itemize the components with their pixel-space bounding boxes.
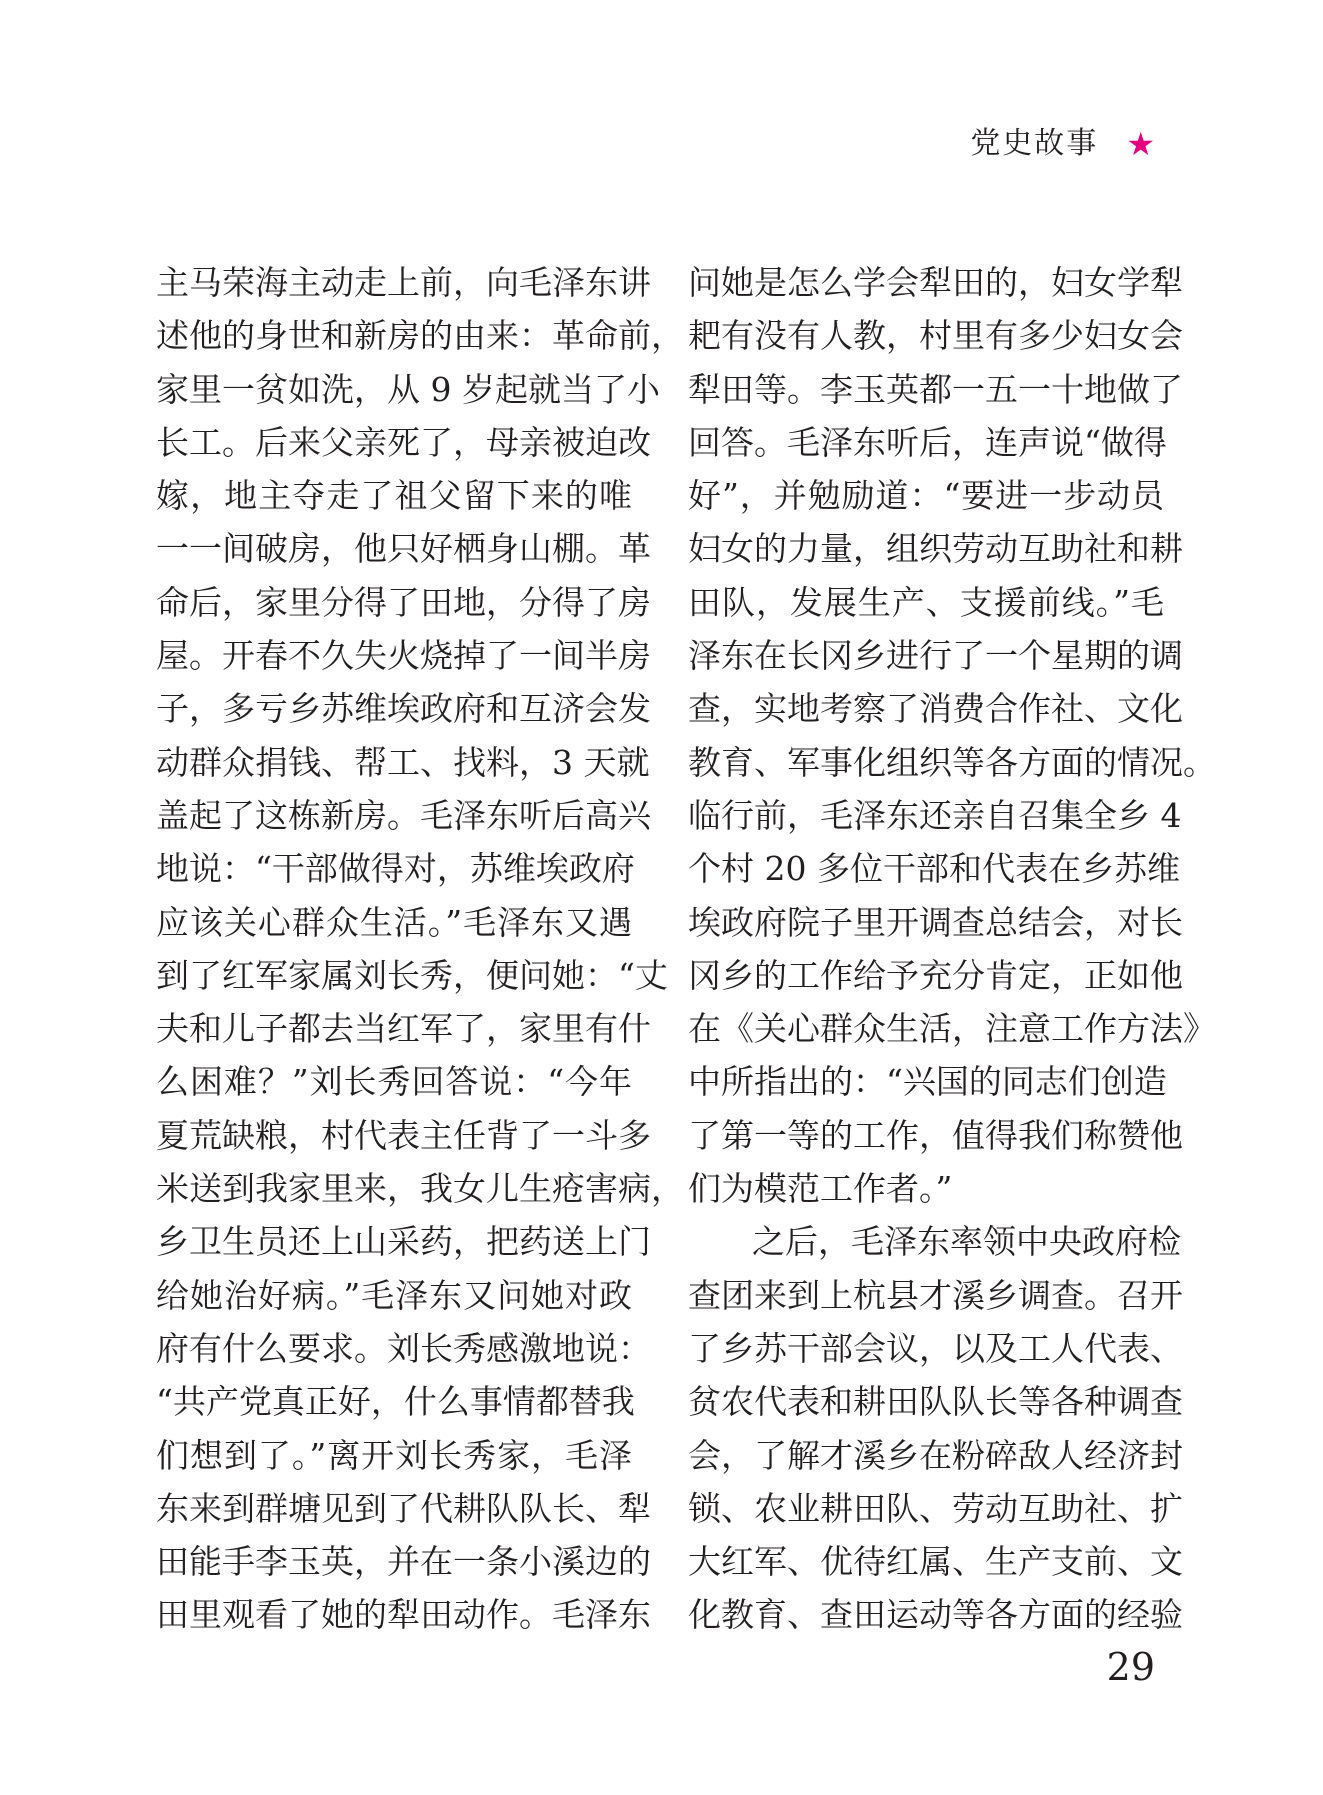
- text-line: 查团来到上杭县才溪乡调查。召开: [688, 1275, 1183, 1315]
- page-number: 29: [1106, 1645, 1155, 1689]
- text-line: 妇女的力量，组织劳动互助社和耕: [688, 529, 1183, 569]
- text-line: 教育、军事化组织等各方面的情况。: [688, 742, 1216, 782]
- text-line: 们为模范工作者。”: [688, 1169, 953, 1209]
- text-line: 埃政府院子里开调查总结会，对长: [688, 902, 1183, 942]
- left-column: [156, 256, 684, 1642]
- text-line: 个村 20 多位干部和代表在乡苏维: [688, 849, 1180, 889]
- text-line: 回答。毛泽东听后，连声说“做得: [688, 422, 1167, 462]
- text-line: 之后，毛泽东率领中央政府检: [752, 1222, 1181, 1262]
- running-header: [970, 125, 1155, 163]
- text-line: 主马荣海主动走上前，向毛泽东讲: [156, 263, 651, 302]
- text-line: “共产党真正好，什么事情都替我: [156, 1382, 635, 1422]
- text-line: 述他的身世和新房的由来：革命前，: [156, 316, 684, 356]
- text-line: 府有什么要求。刘长秀感激地说：: [156, 1328, 651, 1368]
- text-line: 米送到我家里来，我女儿生疮害病，: [156, 1169, 684, 1209]
- text-line: 子，多亏乡苏维埃政府和互济会发: [156, 689, 651, 729]
- text-line: 应该关心群众生活。”毛泽东又遇: [156, 902, 632, 942]
- text-line: 夏荒缺粮，村代表主任背了一斗多: [156, 1115, 651, 1155]
- text-line: 泽东在长冈乡进行了一个星期的调: [688, 636, 1183, 676]
- text-line: 盖起了这栋新房。毛泽东听后高兴: [156, 795, 651, 835]
- text-line: 锁、农业耕田队、劳动互助社、扩: [688, 1488, 1183, 1528]
- text-line: 好”，并勉励道：“要进一步动员: [688, 476, 1164, 516]
- text-line: 中所指出的：“兴国的同志们创造: [688, 1062, 1167, 1102]
- text-line: 冈乡的工作给予充分肯定，正如他: [688, 955, 1183, 995]
- text-line: 长工。后来父亲死了，母亲被迫改: [156, 422, 651, 462]
- section-title: 党史故事: [970, 126, 1099, 161]
- text-line: 命后，家里分得了田地，分得了房: [156, 582, 651, 622]
- star-icon: ★: [1126, 125, 1155, 163]
- text-line: 耙有没有人教，村里有多少妇女会: [688, 316, 1183, 356]
- text-line: 会，了解才溪乡在粉碎敌人经济封: [688, 1435, 1183, 1475]
- text-line: 贫农代表和耕田队队长等各种调查: [688, 1382, 1183, 1422]
- text-line: 家里一贫如洗，从 9 岁起就当了小: [156, 369, 660, 409]
- text-line: 了乡苏干部会议，以及工人代表、: [688, 1328, 1183, 1368]
- text-line: 地说：“干部做得对，苏维埃政府: [156, 849, 635, 889]
- text-line: 查，实地考察了消费合作社、文化: [688, 689, 1183, 729]
- text-line: 给她治好病。”毛泽东又问她对政: [156, 1275, 632, 1315]
- text-line: 们想到了。”离开刘长秀家，毛泽: [156, 1435, 632, 1475]
- text-line: 田能手李玉英，并在一条小溪边的: [156, 1542, 651, 1582]
- text-line: 了第一等的工作，值得我们称赞他: [688, 1115, 1183, 1155]
- text-line: 东来到群塘见到了代耕队队长、犁: [156, 1488, 651, 1528]
- text-line: 田里观看了她的犁田动作。毛泽东: [156, 1595, 651, 1635]
- text-line: 在《关心群众生活，注意工作方法》: [688, 1009, 1216, 1049]
- text-line: 一一间破房，他只好栖身山棚。革: [156, 529, 651, 569]
- text-line: 到了红军家属刘长秀，便问她：“丈: [156, 955, 668, 995]
- text-line: 动群众捐钱、帮工、找料，3 天就: [156, 742, 650, 782]
- text-line: 犁田等。李玉英都一五一十地做了: [688, 369, 1183, 409]
- text-line: 嫁，地主夺走了祖父留下来的唯: [156, 476, 632, 516]
- text-line: 临行前，毛泽东还亲自召集全乡 4: [688, 795, 1182, 835]
- text-line: 么困难？”刘长秀回答说：“今年: [156, 1062, 632, 1102]
- text-line: 问她是怎么学会犁田的，妇女学犁: [688, 263, 1183, 302]
- text-line: 夫和儿子都去当红军了，家里有什: [156, 1009, 651, 1049]
- right-column: [688, 256, 1216, 1642]
- text-line: 屋。开春不久失火烧掉了一间半房: [156, 636, 651, 676]
- text-line: 田队，发展生产、支援前线。”毛: [688, 582, 1164, 622]
- text-line: 大红军、优待红属、生产支前、文: [688, 1542, 1183, 1582]
- text-line: 化教育、查田运动等各方面的经验: [688, 1595, 1183, 1635]
- text-line: 乡卫生员还上山采药，把药送上门: [156, 1222, 651, 1262]
